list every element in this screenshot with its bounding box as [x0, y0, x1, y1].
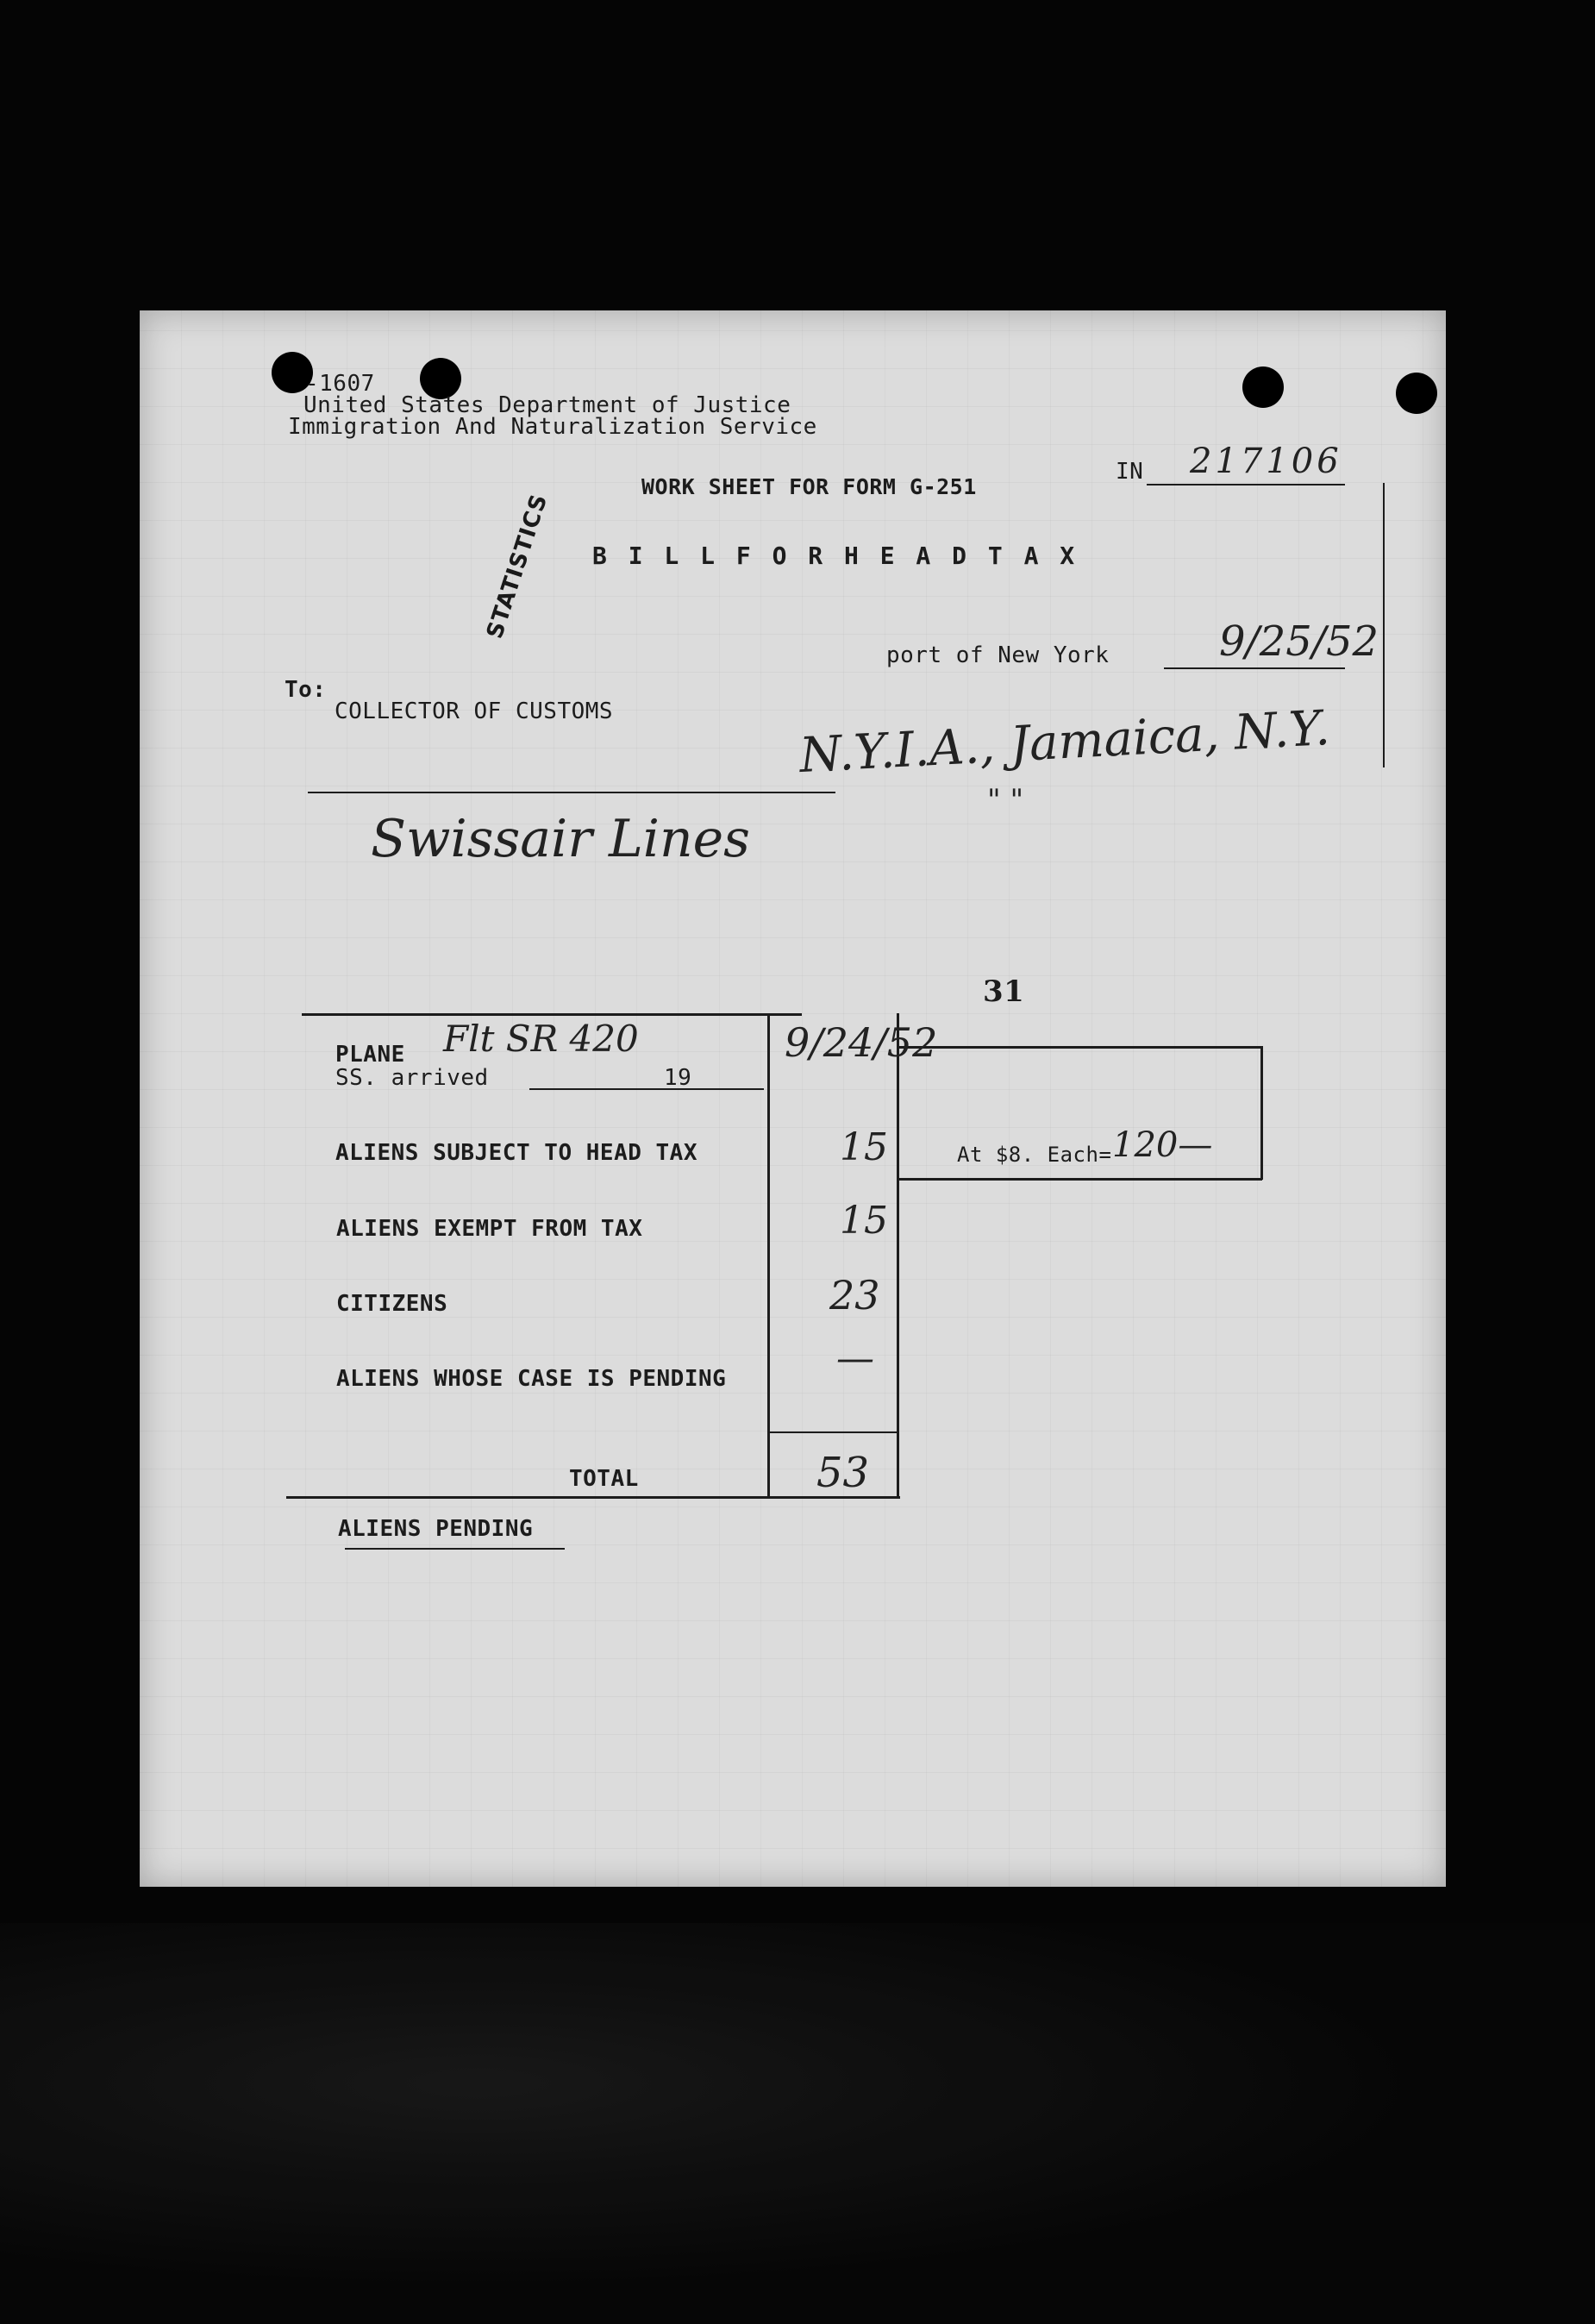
port-label: port of New York [886, 642, 1110, 668]
address-line [308, 792, 835, 793]
worksheet-title: WORK SHEET FOR FORM G-251 [641, 474, 977, 499]
rate-label: At $8. Each= [957, 1143, 1112, 1167]
rate-box-bottom [897, 1178, 1262, 1181]
port-date-underline [1164, 667, 1345, 669]
punch-hole [1396, 373, 1437, 414]
row-value-exempt: 15 [840, 1199, 888, 1243]
to-label: To: [285, 677, 327, 703]
table-divider-right [897, 1013, 899, 1498]
table-bottom-rule [286, 1496, 900, 1499]
ditto-marks: " " [987, 783, 1024, 817]
row-value-citizens: 23 [829, 1272, 880, 1319]
total-label: TOTAL [569, 1466, 639, 1492]
arrival-date: 9/24/52 [785, 1019, 938, 1066]
location: N.Y.I.A., Jamaica, N.Y. [798, 699, 1332, 785]
row-label-exempt: ALIENS EXEMPT FROM TAX [336, 1216, 643, 1242]
airline: Swissair Lines [371, 809, 750, 869]
rate-box-right [1260, 1046, 1263, 1180]
ss-label: SS. arrived [335, 1065, 489, 1091]
punch-hole [1242, 366, 1284, 408]
agency-line-2: Immigration And Naturalization Service [288, 414, 817, 440]
total-value: 53 [816, 1449, 870, 1497]
in-number: 217106 [1190, 442, 1342, 481]
row-label-subject-tax: ALIENS SUBJECT TO HEAD TAX [335, 1140, 697, 1166]
collector: COLLECTOR OF CUSTOMS [335, 698, 614, 724]
agency-line-1: United States Department of Justice [303, 392, 791, 418]
total-top-rule [769, 1431, 898, 1433]
row-value-subject-tax: 15 [840, 1125, 888, 1169]
table-top-rule [302, 1013, 802, 1016]
row-value-pending: — [836, 1337, 874, 1381]
row-label-pending: ALIENS WHOSE CASE IS PENDING [336, 1366, 727, 1392]
port-date: 9/25/52 [1219, 617, 1379, 666]
year-prefix: 19 [664, 1065, 692, 1091]
in-label: IN [1116, 459, 1144, 485]
plane-value: Flt SR 420 [443, 1018, 639, 1060]
film-background [0, 1923, 1595, 2324]
arrived-underline [529, 1088, 764, 1090]
aliens-pending-footer: ALIENS PENDING [338, 1516, 534, 1542]
bill-title: B I L L F O R H E A D T A X [592, 542, 1079, 570]
plane-label: PLANE [335, 1042, 405, 1068]
page-number: 31 [983, 974, 1025, 1009]
in-underline [1147, 484, 1345, 485]
footer-underline [345, 1548, 565, 1550]
statistics-stamp: STATISTICS [482, 491, 554, 642]
row-label-citizens: CITIZENS [336, 1291, 448, 1317]
rate-box-top [897, 1046, 1262, 1049]
document-page [140, 310, 1446, 1887]
right-margin-line [1383, 483, 1385, 767]
table-divider-left [767, 1013, 770, 1498]
form-number: -1607 [305, 371, 375, 397]
rate-total: 120— [1112, 1125, 1213, 1165]
